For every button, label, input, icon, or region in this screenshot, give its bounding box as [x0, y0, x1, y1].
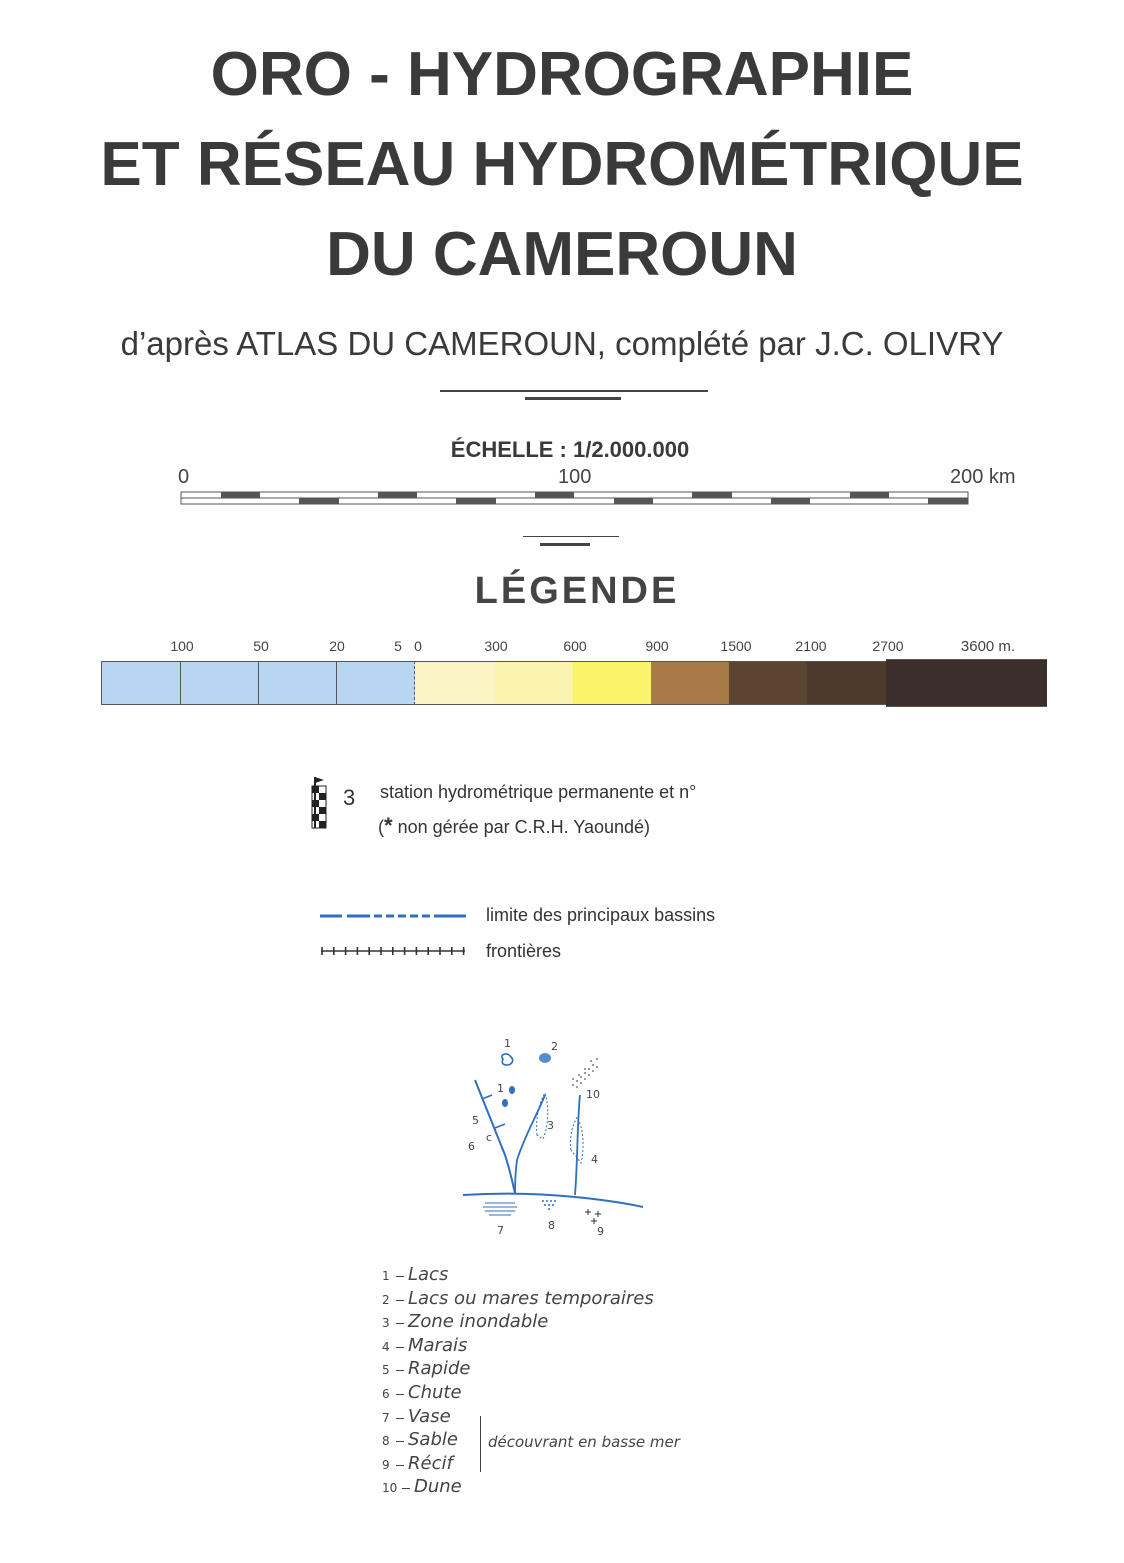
elevation-ramp — [101, 657, 1047, 709]
scale-label-200: 200 km — [950, 466, 1016, 488]
list-item-number: 3 — [382, 1316, 390, 1331]
station-text-open: ( — [378, 817, 384, 837]
ramp-segment — [337, 661, 415, 705]
border-line — [318, 944, 470, 958]
list-item-number: 7 — [382, 1410, 390, 1425]
ramp-segment — [729, 661, 807, 705]
list-item-label: Vase — [408, 1405, 451, 1427]
list-item — [382, 1288, 654, 1309]
basin-label: limite des principaux bassins — [486, 905, 716, 925]
ramp-label: 900 — [645, 638, 669, 654]
list-item-number: 8 — [382, 1434, 390, 1449]
ramp-label: 0 — [414, 638, 422, 654]
diagram-num: 6 — [468, 1140, 475, 1153]
title-line-3: DU CAMEROUN — [326, 220, 798, 289]
ramp-label: 100 — [170, 638, 194, 654]
diagram-num: 1 — [504, 1037, 511, 1050]
divider-2-long — [523, 536, 619, 537]
basin-boundary-line — [318, 908, 470, 922]
border-label: frontières — [486, 941, 562, 961]
station-flag-icon — [310, 774, 340, 830]
ramp-segment — [101, 661, 181, 705]
scale-title: ÉCHELLE : 1/2.000.000 — [450, 437, 690, 462]
ramp-segment — [886, 659, 1047, 707]
ramp-label: 1500 — [720, 638, 752, 654]
diagram-num: 5 — [472, 1114, 479, 1127]
list-item-number: 4 — [382, 1339, 390, 1354]
station-text-1: station hydrométrique permanente et n° — [380, 782, 697, 802]
list-item-label: Dune — [414, 1476, 462, 1498]
list-item — [382, 1476, 462, 1497]
station-star: * — [384, 813, 393, 838]
diagram-num: 8 — [548, 1219, 555, 1232]
ramp-label: 2100 — [795, 638, 827, 654]
list-item — [382, 1382, 462, 1403]
list-item — [382, 1335, 467, 1356]
diagram-num: 10 — [586, 1088, 600, 1101]
diagram-num: 4 — [591, 1153, 598, 1166]
subtitle: d’après ATLAS DU CAMEROUN, complété par J.C. OLIVRY — [120, 325, 1004, 362]
ramp-label: 20 — [329, 638, 345, 654]
title-line-2: ET RÉSEAU HYDROMÉTRIQUE — [100, 130, 1024, 199]
list-item-label: Rapide — [408, 1358, 471, 1380]
list-item — [382, 1453, 453, 1474]
ramp-segment — [259, 661, 337, 705]
divider-short — [525, 397, 621, 400]
list-item-label: Sable — [408, 1429, 458, 1451]
list-item — [382, 1406, 451, 1427]
ramp-label: 50 — [253, 638, 269, 654]
ramp-segment — [415, 661, 495, 705]
list-item — [382, 1264, 448, 1285]
bracket-label: découvrant en basse mer — [488, 1433, 680, 1451]
diagram-num: c — [486, 1131, 493, 1144]
list-item-number: 10 — [382, 1481, 398, 1496]
list-item-label: Récif — [408, 1452, 453, 1474]
hydro-symbols-diagram — [455, 1035, 655, 1245]
list-item-label: Lacs ou mares temporaires — [408, 1287, 654, 1309]
ramp-segment — [651, 661, 729, 705]
list-item-number: 2 — [382, 1292, 390, 1307]
scale-label-0: 0 — [178, 466, 190, 488]
diagram-num: 2 — [551, 1040, 558, 1053]
title-line-1: ORO - HYDROGRAPHIE — [210, 40, 914, 109]
ramp-segment — [181, 661, 259, 705]
station-number: 3 — [343, 785, 356, 810]
diagram-num: 7 — [497, 1224, 504, 1237]
ramp-label: 5 — [394, 638, 402, 654]
list-item — [382, 1358, 470, 1379]
list-item-label: Marais — [408, 1334, 468, 1356]
list-item-label: Chute — [408, 1382, 462, 1403]
list-item-number: 6 — [382, 1387, 390, 1401]
ramp-segment — [495, 661, 573, 705]
list-item — [382, 1311, 548, 1332]
diagram-num: 1 — [497, 1082, 504, 1095]
list-item-label: Zone inondable — [408, 1311, 549, 1333]
list-item-number: 1 — [382, 1269, 390, 1283]
list-item-label: Lacs — [408, 1264, 449, 1285]
divider-2-short — [540, 543, 590, 546]
diagram-num: 9 — [597, 1225, 604, 1238]
list-item — [382, 1429, 458, 1450]
ramp-segment — [573, 661, 651, 705]
ramp-label: 3600 m. — [960, 638, 1016, 655]
ramp-label: 2700 — [872, 638, 904, 654]
station-text-2: non gérée par C.R.H. Yaoundé) — [392, 817, 651, 837]
scale-label-100: 100 — [558, 466, 592, 488]
ramp-label: 600 — [563, 638, 587, 654]
ramp-segment — [807, 661, 886, 705]
list-item-number: 5 — [382, 1363, 390, 1378]
ramp-label: 300 — [484, 638, 508, 654]
diagram-num: 3 — [547, 1119, 554, 1132]
list-item-number: 9 — [382, 1457, 390, 1472]
bracket-line — [480, 1416, 481, 1472]
legend-title: LÉGENDE — [474, 570, 680, 612]
divider-long — [440, 390, 708, 392]
scale-bar — [178, 488, 973, 510]
